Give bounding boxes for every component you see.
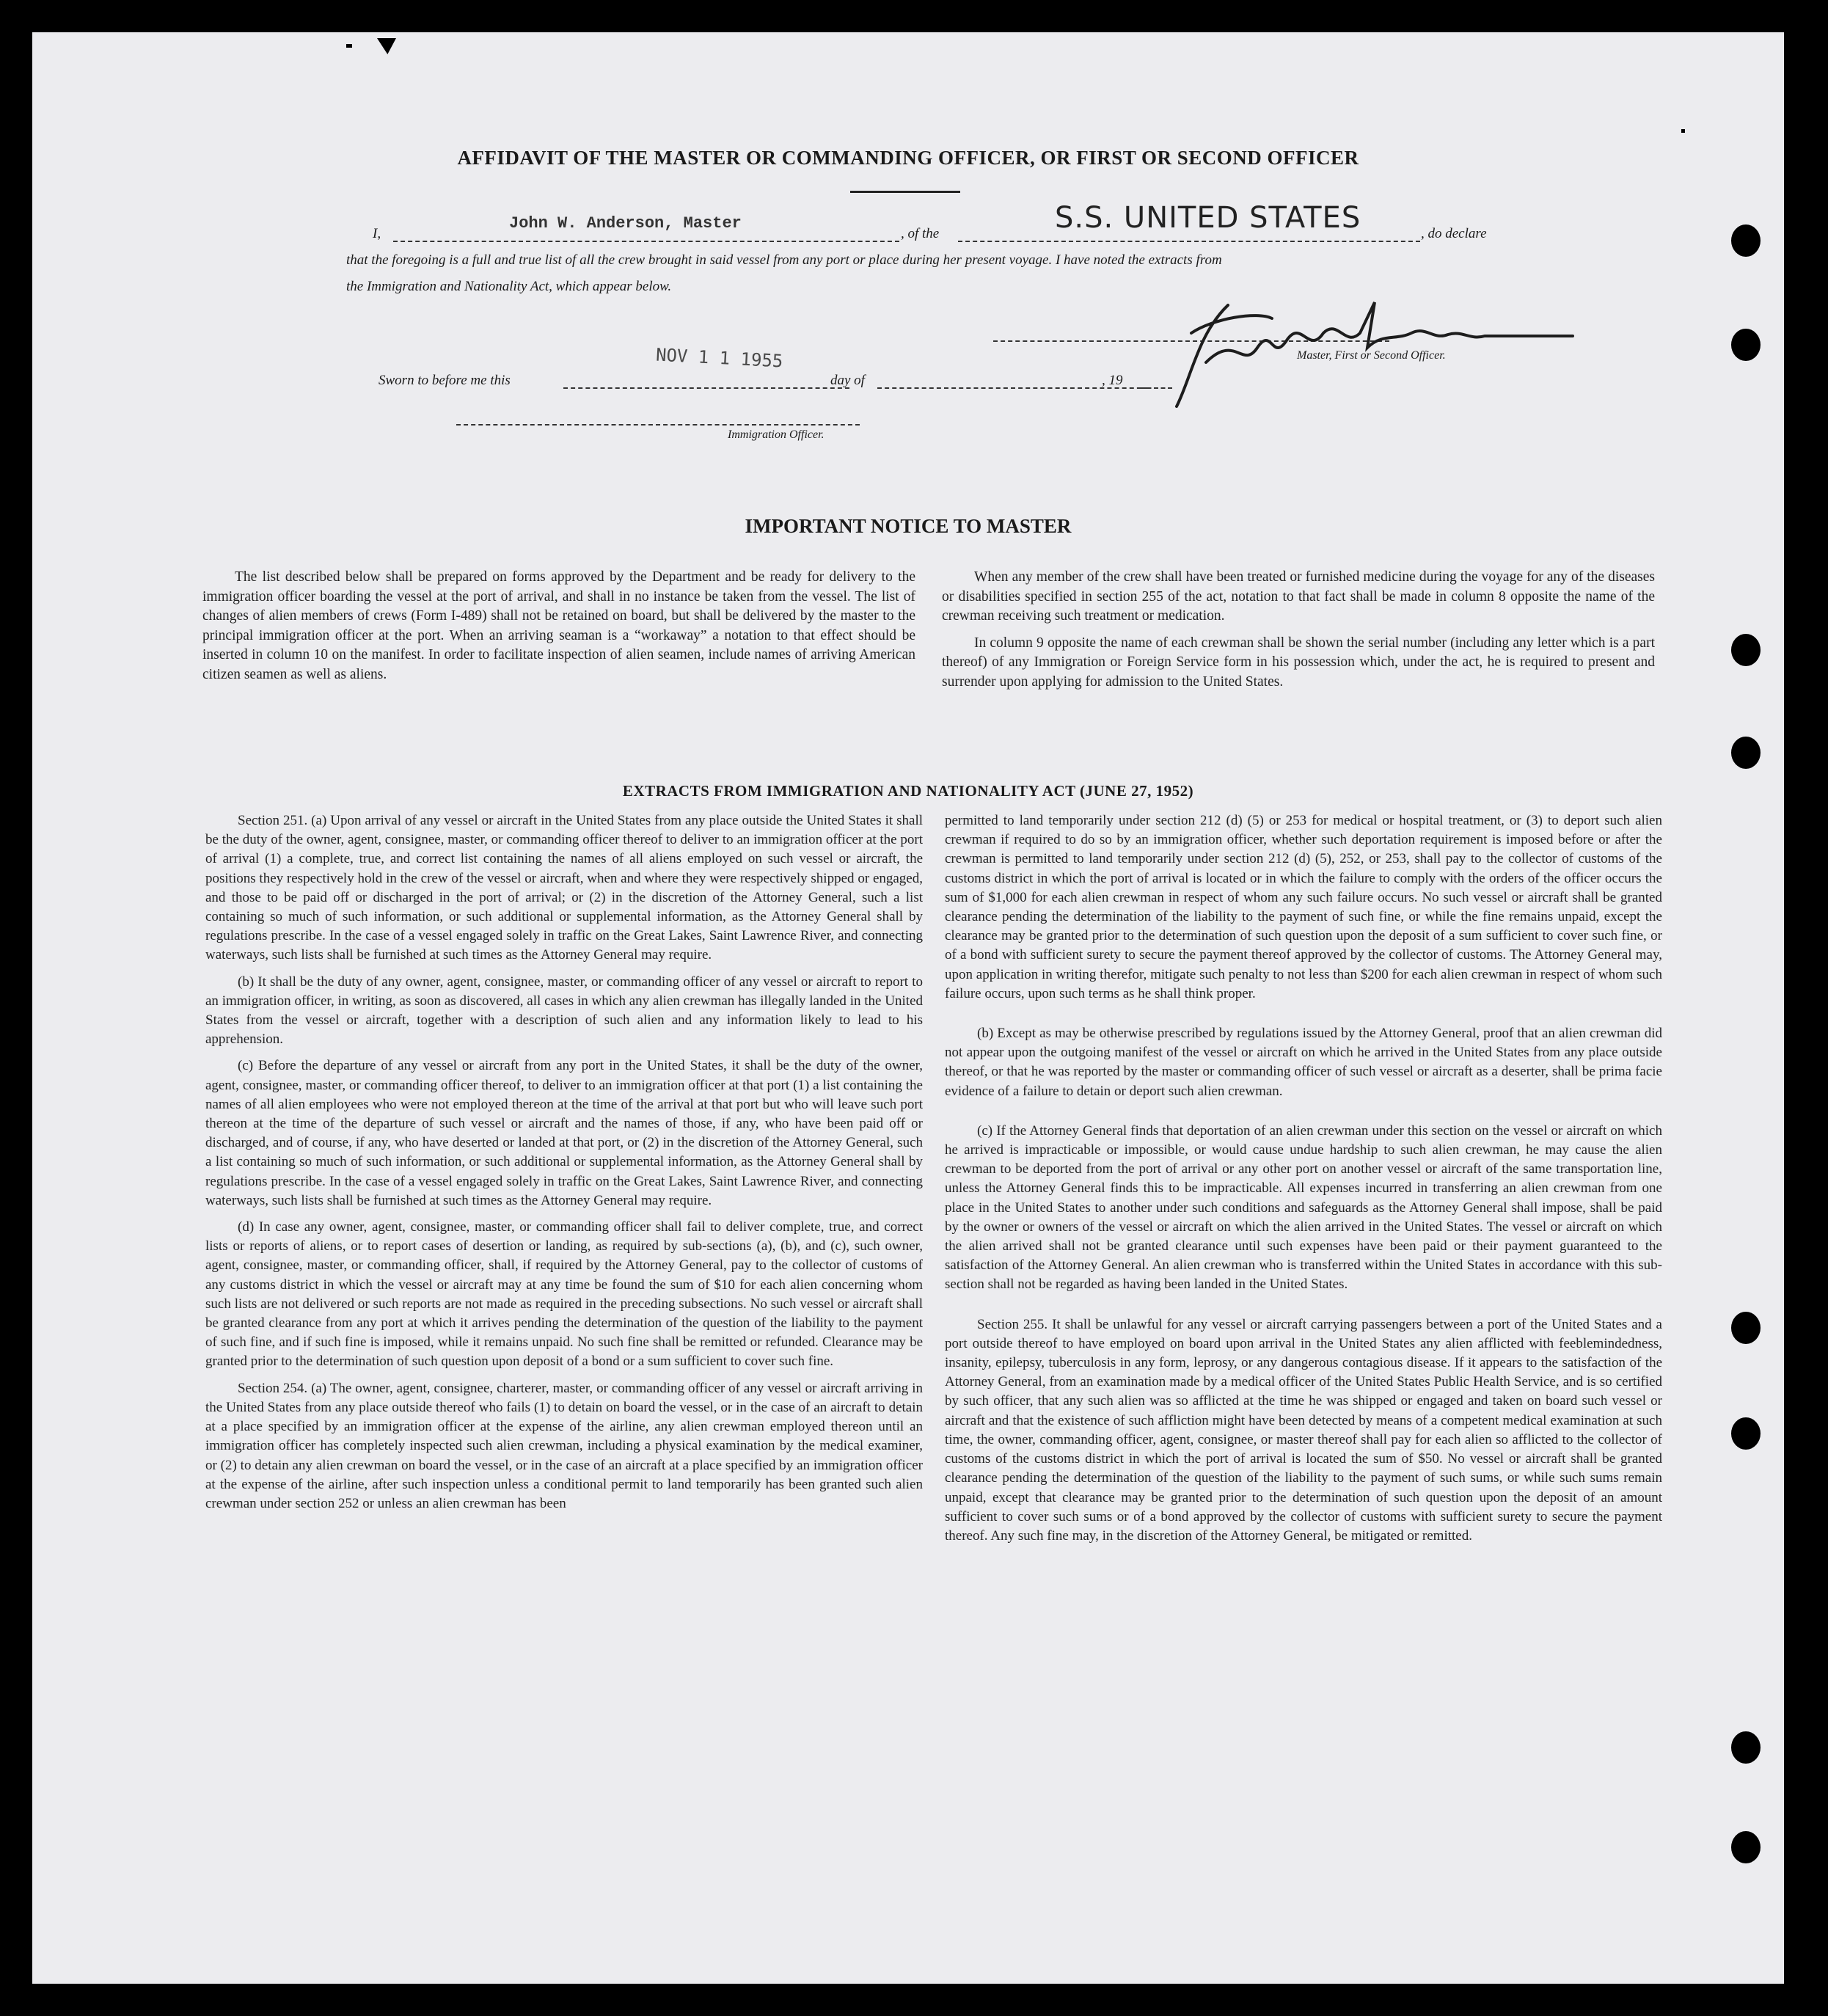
- name-line: [393, 241, 899, 242]
- officer-caption: Immigration Officer.: [728, 428, 825, 441]
- section-254-a-continued: permitted to land temporarily under section 212 (d) (5) or 253 for medical or hospital treatment, or (3) to deport such alien crewman if required to do so by an immigration officer, whether such deportation requirement is imposed before or after the crewman is permitted to land temporarily under section 212 (d) (5), 252, or 253, shall pay to the collector of customs of the customs district in which the port of arrival is located or in which the failure to comply with the orders of the officer occurs the sum of $1,000 for each alien crewman in respect of whom any such failure occurs. No such vessel or aircraft shall be granted clearance pending the determination of the liability to the payment of such fine, or while the fine remains unpaid, except the clearance may be granted prior to the determination of such question upon the deposit of a sum sufficient to cover such fine, or of a bond with sufficient surety to secure the payment thereof approved by the collector of customs. The Attorney General may, upon application in writing therefor, mitigate such penalty to not less than $200 for each alien crewman in respect of whom such failure occurs, upon such terms as he shall think proper.: [945, 813, 1662, 1001]
- extracts-title: EXTRACTS FROM IMMIGRATION AND NATIONALITY ACT (JUNE 27, 1952): [622, 782, 1194, 800]
- section-255: Section 255. It shall be unlawful for any vessel or aircraft carrying passengers between a port of the United States and a port outside thereof to have employed on board upon arrival in the United States any alien afflicted with feeblemindedness, insanity, epilepsy, tuberculosis in any form, leprosy, or any dangerous contagious disease. If it appears to the satisfaction of the Attorney General, from an examination made by a medical officer of the United States Public Health Service, and is so certified by such officer, that any such alien was so afflicted at the time he was shipped or engaged and taken on board such vessel or aircraft and that the existence of such affliction might have been detected by means of a competent medical examination at such time, the owner, commanding officer, agent, consignee, or master thereof shall pay for each alien so afflicted to the collector of customs of the customs district in which the port of arrival is located the sum of $50. No vessel or aircraft shall be granted clearance pending the determination of the question of the liability to the payment of such sums, or while such sums remain unpaid, except that clearance may be granted prior to the determination of such question upon the deposit of an amount sufficient to cover such sums or of a bond approved by the collector of customs with sufficient surety to secure the payment thereof. Any such fine may, in the discretion of the Attorney General, be mitigated or remitted.: [945, 1316, 1662, 1544]
- notice-title: IMPORTANT NOTICE TO MASTER: [745, 515, 1072, 537]
- notice-right-paragraph-1: When any member of the crew shall have been treated or furnished medicine during the voyage for any of the diseases or disabilities specified in section 255 of the act, notation to that fact shall be made in column 8 opposite the name of the crewman receiving such treatment or medication.: [942, 569, 1655, 624]
- scan-speck: [1681, 129, 1685, 133]
- notice-left-column: [202, 568, 915, 692]
- punch-hole: [1731, 1417, 1761, 1450]
- section-251-d: (d) In case any owner, agent, consignee, master, or commanding officer shall fail to deliver complete, true, and correct lists or reports of aliens, or to report cases of desertion or landing, as required by sub-sections (a), (b), and (c), such owner, agent, consignee, master, or commanding officer, shall, if required by the Attorney General, pay to the collector of customs of any customs district in which the vessel or aircraft may at any time be found the sum of $10 for each alien concerning whom such lists are not delivered or such reports are not made as required in the preceding subsections. No such vessel or aircraft shall be granted clearance from any port at which it arrives pending the determination of the question of the liability to the payment of such fine, and if such fine is imposed, while it remains unpaid. No such fine shall be remitted or refunded. Clearance may be granted prior to the determination of such question upon deposit of a bond or a sum sufficient to cover such fine.: [205, 1219, 923, 1370]
- day-of-label: day of: [830, 373, 865, 388]
- sworn-year-line: [1140, 387, 1172, 389]
- do-declare-label: , do declare: [1421, 226, 1487, 241]
- punch-hole: [1731, 224, 1761, 257]
- punch-hole: [1731, 329, 1761, 361]
- punch-hole: [1731, 1831, 1761, 1863]
- sworn-label: Sworn to before me this: [379, 373, 511, 388]
- scan-speck: [377, 38, 396, 54]
- master-name: John W. Anderson, Master: [509, 214, 742, 233]
- punch-hole: [1731, 1731, 1761, 1764]
- section-254-c: (c) If the Attorney General finds that deportation of an alien crewman under this section on the vessel or aircraft on which he arrived is impracticable or impossible, or would cause undue hardship to such alien crewman, he may cause the alien crewman to be deported from the port of arrival or any other port on another vessel or aircraft of the same transportation line, unless the Attorney General finds this to be impracticable. All expenses incurred in transferring an alien crewman from one place in the United States to another under such conditions and safeguards as the Attorney General shall impose, shall be paid by the owner or owners of the vessel or aircraft on which the alien arrived in the United States. The vessel or aircraft on which the alien arrived shall not be granted clearance until such expenses have been paid or their payment guaranteed to the satisfaction of the Attorney General. An alien crewman who is transferred within the United States in accordance with this sub-section shall not be regarded as having been landed in the United States.: [945, 1122, 1662, 1293]
- document-page: [32, 32, 1784, 1984]
- date-stamp: NOV 1 1 1955: [655, 344, 784, 372]
- of-the-label: , of the: [901, 226, 940, 241]
- punch-hole: [1731, 1312, 1761, 1344]
- section-254-a: Section 254. (a) The owner, agent, consignee, charterer, master, or commanding officer of any vessel or aircraft arriving in the United States from any place outside thereof who fails (1) to detain on board the vessel, or in the case of an aircraft to detain at a place specified by an immigration officer at the expense of the airline, any alien crewman employed thereon until an immigration officer has completely inspected such alien crewman, including a physical examination by the medical examiner, or (2) to detain any alien crewman on board the vessel, or in the case of an aircraft at a place specified by an immigration officer at the expense of the airline, after such inspection unless a conditional permit to land temporarily has been granted such alien crewman under section 252 or unless an alien crewman has been: [205, 1380, 923, 1511]
- vessel-name: S.S. UNITED STATES: [1055, 201, 1361, 235]
- section-251-a: Section 251. (a) Upon arrival of any vessel or aircraft in the United States from any place outside the United States it shall be the duty of the owner, agent, consignee, master, or commanding officer thereof to deliver to an immigration officer at the port of arrival (1) a complete, true, and correct list containing the names of all aliens employed on such vessel or aircraft, the positions they respectively hold in the crew of the vessel or aircraft, when and where they were respectively shipped or engaged, and those to be paid off or discharged in the port of arrival; or (2) in the discretion of the Attorney General, such a list containing so much of such information, or such additional or supplemental information, as the Attorney General shall by regulations prescribe. In the case of a vessel engaged solely in traffic on the Great Lakes, Saint Lawrence River, and connecting waterways, such lists shall be furnished at such times as the Attorney General may require.: [205, 813, 923, 963]
- punch-hole: [1731, 737, 1761, 769]
- notice-left-paragraph: The list described below shall be prepared on forms approved by the Department and be ready for delivery to the immigration officer boarding the vessel at the port of arrival, and shall in no instance be taken from the vessel. The list of changes of alien members of crews (Form I-489) shall not be retained on board, but shall be delivered by the master to the principal immigration officer at the port. When an arriving seaman is a “workaway” a notation to that effect should be inserted in column 10 on the manifest. In order to facilitate inspection of alien seamen, include names of arriving American citizen seamen as well as aliens.: [202, 569, 915, 682]
- section-251-b: (b) It shall be the duty of any owner, agent, consignee, master, or commanding officer of any vessel or aircraft to report to an immigration officer, in writing, as soon as discovered, all cases in which any alien crewman has illegally landed in the United States from the vessel or aircraft, together with a description of such alien and any information likely to lead to his apprehension.: [205, 974, 923, 1048]
- signature-caption: Master, First or Second Officer.: [1297, 349, 1446, 362]
- extracts-right-column: [945, 811, 1662, 1553]
- section-254-b: (b) Except as may be otherwise prescribed by regulations issued by the Attorney General, proof that an alien crewman did not appear upon the outgoing manifest of the vessel or aircraft on which he arrived in the United States from any place outside thereof, or that he was reported by the master or commanding officer of such vessel or aircraft as a deserter, shall be prima facie evidence of a failure to detain or deport such alien crewman.: [945, 1026, 1662, 1099]
- title-rule: [850, 191, 960, 193]
- notice-right-paragraph-2: In column 9 opposite the name of each crewman shall be shown the serial number (including any letter which is a part thereof) of any Immigration or Foreign Service form in his possession which, under the act, he is required to present and surrender upon applying for admission to the United States.: [942, 635, 1655, 690]
- sworn-day-line: [563, 387, 849, 389]
- affidavit-title: AFFIDAVIT OF THE MASTER OR COMMANDING OFFICER, OR FIRST OR SECOND OFFICER: [457, 147, 1359, 169]
- affidavit-statement-2: the Immigration and Nationality Act, which appear below.: [346, 279, 672, 294]
- section-251-c: (c) Before the departure of any vessel or aircraft from any port in the United States, it shall be the duty of the owner, agent, consignee, master, or commanding officer thereof, to deliver to an immigration officer at that port (1) a list containing the names of all alien employees who were not employed thereon at the time of the arrival at that port but who will leave such port thereon at the time of the departure of such vessel or aircraft and the names of those, if any, who have been paid off or discharged, and of course, if any, who have deserted or landed at that port, or (2) in the discretion of the Attorney General, such a list containing so much of such information, or such additional or supplemental information, as the Attorney General shall by regulations prescribe. In the case of a vessel engaged solely in traffic on the Great Lakes, Saint Lawrence River, and connecting waterways, such lists shall be furnished at such times as the Attorney General may require.: [205, 1058, 923, 1208]
- punch-hole: [1731, 634, 1761, 666]
- officer-line: [456, 424, 860, 426]
- vessel-line: [958, 241, 1420, 242]
- extracts-left-column: [205, 811, 923, 1521]
- affidavit-statement-1: that the foregoing is a full and true list of all the crew brought in said vessel from any port or place during her present voyage. I have noted the extracts from: [346, 252, 1222, 268]
- i-label: I,: [373, 226, 381, 241]
- scan-speck: [346, 44, 352, 48]
- year-label: , 19: [1102, 373, 1123, 388]
- notice-right-column: [942, 568, 1655, 699]
